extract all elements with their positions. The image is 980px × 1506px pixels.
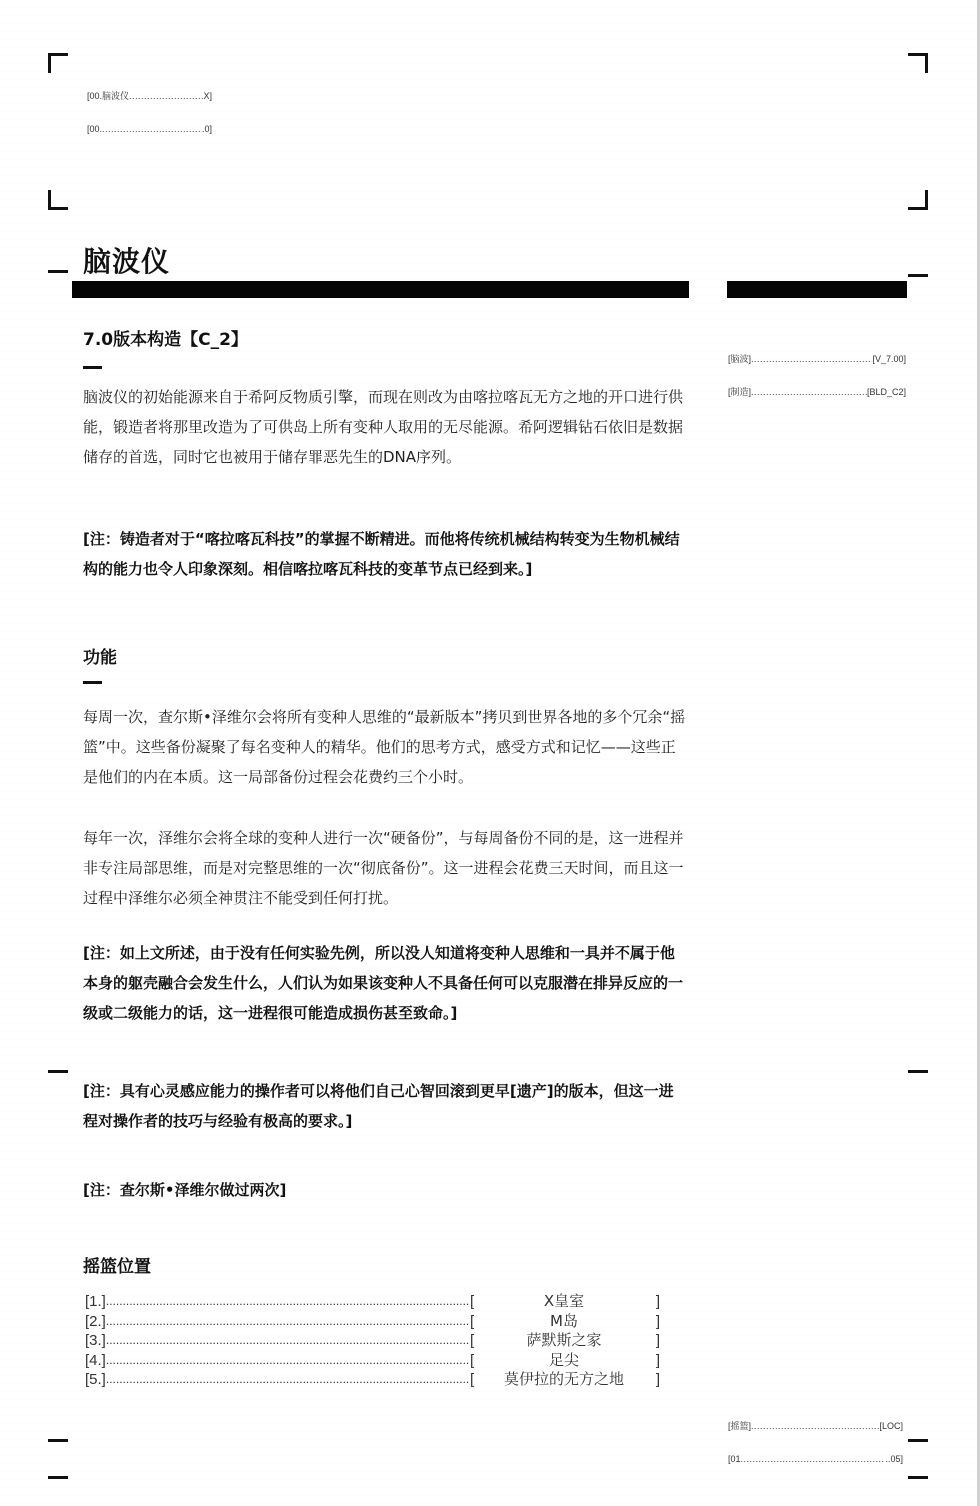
list-item: [85, 1312, 660, 1332]
dot-leader: [751, 387, 867, 398]
bracket-close: ]: [655, 1351, 660, 1369]
note-done-twice: [注：查尔斯•泽维尔做过两次]: [83, 1181, 287, 1199]
dot-leader: [106, 1312, 470, 1332]
corner-bracket-bottom-left: [48, 190, 68, 210]
bracket-close: ]: [655, 1371, 660, 1388]
title-bar: [72, 281, 689, 298]
header-meta-line-1: [87, 91, 212, 102]
side-meta-bottom: [728, 1399, 903, 1487]
location-name: 足尖: [548, 1350, 579, 1369]
section-heading-cradle-locations: 摇篮位置: [83, 1257, 151, 1277]
list-item: [85, 1351, 660, 1371]
dot-leader: [102, 124, 202, 135]
bracket-open: [: [470, 1351, 475, 1369]
tick-mark: [908, 1439, 928, 1442]
corner-bracket-top-left: [48, 53, 68, 73]
tick-mark: [908, 1476, 928, 1479]
meta-lead: [摇篮]: [728, 1421, 752, 1431]
header-meta: [87, 69, 212, 157]
heading-dash: [83, 366, 102, 369]
side-meta-line-1: [728, 354, 906, 365]
tick-mark: [908, 274, 928, 277]
heading-dash: [83, 681, 102, 684]
location-name: X皇室: [543, 1292, 585, 1310]
header-meta-line-2: [87, 124, 212, 135]
meta-lead: [01: [728, 1454, 741, 1464]
location-index: [2.]: [85, 1312, 106, 1330]
tick-mark: [908, 1070, 928, 1073]
bracket-close: ]: [655, 1312, 660, 1330]
location-index: [3.]: [85, 1332, 106, 1349]
dot-leader: [106, 1351, 470, 1371]
meta-end: [BLD_C2]: [866, 387, 906, 397]
note-rollback: [注：具有心灵感应能力的操作者可以将他们自己心智回滚到更早[遗产]的版本，但这一进程对操作者的技巧与经验有极高的要求。]: [83, 1082, 674, 1130]
bracket-open: [: [470, 1332, 475, 1349]
cradle-location-list: [85, 1292, 660, 1390]
location-name: 莫伊拉的无方之地: [503, 1370, 624, 1388]
meta-end: [LOC]: [879, 1421, 903, 1431]
tick-mark: [48, 270, 68, 273]
dot-leader: [106, 1331, 470, 1351]
side-meta-top: [728, 332, 906, 420]
side-meta-line-1: [728, 1421, 903, 1432]
page-title: 脑波仪: [83, 245, 171, 278]
bracket-open: [: [470, 1312, 475, 1330]
dot-leader: [106, 1370, 470, 1390]
tick-mark: [48, 1070, 68, 1073]
dot-leader: [751, 354, 872, 365]
bracket-open: [: [470, 1293, 475, 1310]
dot-leader: [106, 1292, 470, 1312]
paragraph-construction: 脑波仪的初始能源来自于希阿反物质引擎，而现在则改为由喀拉喀瓦无方之地的开口进行供能，锻造者将那里改造为了可供岛上所有变种人取用的无尽能源。希阿逻辑钻石依旧是数据储存的首选，同时它也被用于储存罪恶先生的DNA序列。: [83, 388, 684, 466]
dot-leader: [751, 1421, 879, 1432]
note-fusion-risk: [注：如上文所述，由于没有任何实验先例，所以没人知道将变种人思维和一具并不属于他本身的躯壳融合会发生什么，人们认为如果该变种人不具备任何可以克服潜在排异反应的一级或二级能力的话，这一进程很可能造成损伤甚至致命。]: [83, 944, 684, 1022]
list-item: [85, 1292, 660, 1312]
location-index: [5.]: [85, 1371, 106, 1388]
paragraph-weekly-backup: 每周一次，查尔斯•泽维尔会将所有变种人思维的“最新版本”拷贝到世界各地的多个冗余“摇篮”中。这些备份凝聚了每名变种人的精华。他们的思考方式，感受方式和记忆——这些正是他们的内在本质。这一局部备份过程会花费约三个小时。: [83, 708, 686, 786]
location-name: M岛: [550, 1311, 578, 1330]
dot-leader: [129, 91, 203, 102]
meta-lead: [00.: [87, 124, 103, 134]
list-item: [85, 1331, 660, 1351]
bracket-close: ]: [655, 1293, 660, 1310]
side-meta-line-2: [728, 1454, 903, 1465]
tick-mark: [48, 1476, 68, 1479]
meta-lead: [制造]: [728, 387, 752, 397]
corner-bracket-bottom-right: [908, 190, 928, 210]
side-meta-line-2: [728, 387, 906, 398]
list-item: [85, 1370, 660, 1390]
meta-end: [V_7.00]: [872, 354, 906, 364]
meta-lead: [脑波]: [728, 354, 752, 364]
note-technology: [注：铸造者对于“喀拉喀瓦科技”的掌握不断精进。而他将传统机械结构转变为生物机械结构的能力也令人印象深刻。相信喀拉喀瓦科技的变革节点已经到来。]: [83, 530, 680, 578]
dot-leader: [741, 1454, 886, 1465]
meta-end: .0]: [201, 124, 212, 134]
location-name: 萨默斯之家: [526, 1331, 602, 1349]
tick-mark: [48, 1439, 68, 1442]
corner-bracket-top-right: [908, 53, 928, 73]
meta-end: ..05]: [885, 1454, 903, 1464]
paragraph-yearly-backup: 每年一次，泽维尔会将全球的变种人进行一次“硬备份”，与每周备份不同的是，这一进程并非专注局部思维，而是对完整思维的一次“彻底备份”。这一进程会花费三天时间，而且这一过程中泽维尔必须全神贯注不能受到任何打扰。: [83, 829, 684, 907]
location-index: [1.]: [85, 1293, 106, 1310]
meta-end: X]: [203, 91, 212, 101]
meta-lead: [00.脑波仪: [87, 91, 130, 101]
section-heading-function: 功能: [83, 648, 117, 668]
bracket-close: ]: [655, 1332, 660, 1349]
side-bar: [727, 281, 907, 298]
location-index: [4.]: [85, 1351, 106, 1369]
section-heading-construction: 7.0版本构造【C_2】: [83, 330, 248, 350]
bracket-open: [: [470, 1371, 475, 1388]
